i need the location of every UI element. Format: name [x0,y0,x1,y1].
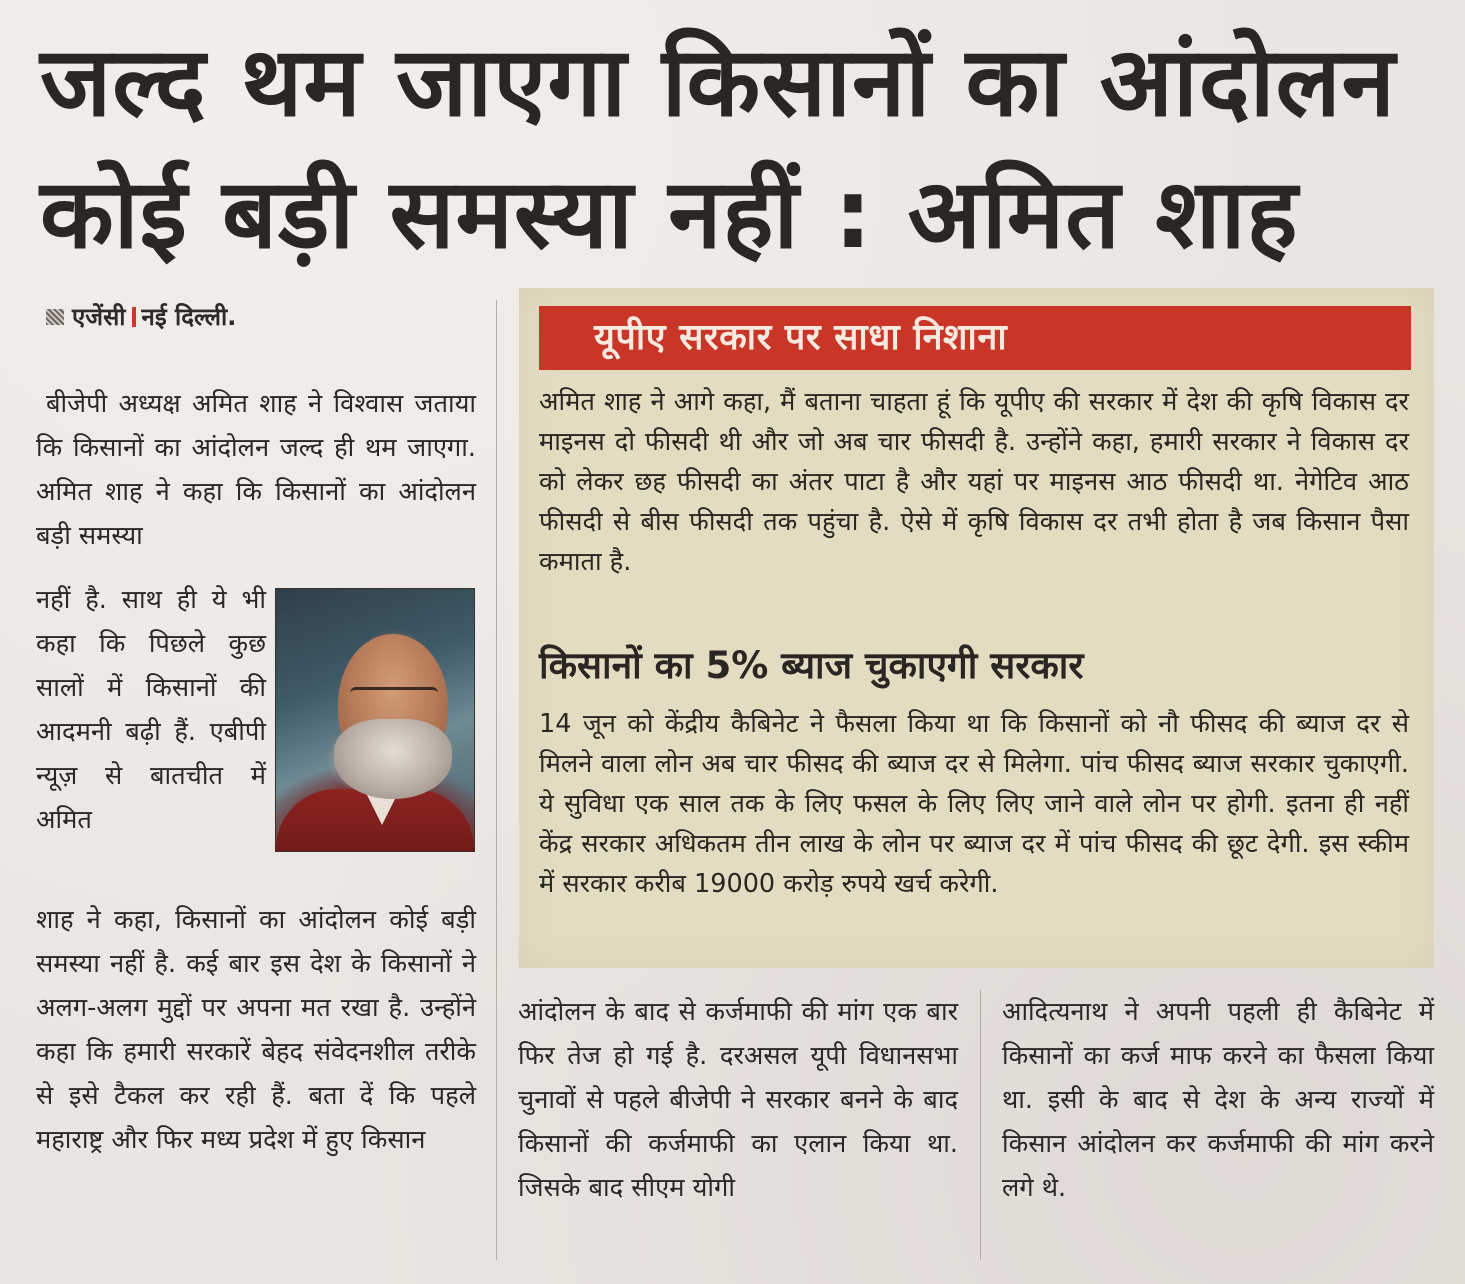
sidebar-paragraph-2-text: 14 जून को केंद्रीय कैबिनेट ने फैसला किया था कि किसानों को नौ फीसद की ब्याज दर से मिलने वाला लोन अब चार फीसद की ब्याज दर से मिलेगा. पांच फीसद ब्याज सरकार चुकाएगी. ये सुविधा एक साल तक के लिए फसल के लिए लिए जाने वाले लोन पर होगी. इतना ही नहीं केंद्र सरकार अधिकतम तीन लाख के लोन पर ब्याज दर में पांच फीसद की छूट देगी. इस स्कीम में सरकार करीब 19000 करोड़ रुपये खर्च करेगी. [539,709,1409,899]
sidebar-paragraph-2 [539,704,1409,904]
dateline-marker-icon [46,309,64,325]
article-intro-text: बीजेपी अध्यक्ष अमित शाह ने विश्वास जताया कि किसानों का आंदोलन जल्द ही थम जाएगा. अमित शाह ने कहा कि किसानों का आंदोलन बड़ी समस्या [36,389,476,551]
sidebar-paragraph-1-text: अमित शाह ने आगे कहा, मैं बताना चाहता हूं कि यूपीए की सरकार में देश की कृषि विकास दर माइनस दो फीसदी थी और जो अब चार फीसदी है. उन्होंने कहा, हमारी सरकार ने विकास दर को लेकर छह फीसदी का अंतर पाटा है और यहां पर माइनस आठ फीसदी था. नेगेटिव आठ फीसदी से बीस फीसदी तक पहुंचा है. ऐसे में कृषि विकास दर तभी होता है जब किसान पैसा कमाता है. [539,387,1409,577]
sidebar-subheading: किसानों का 5% ब्याज चुकाएगी सरकार [539,644,1084,687]
dateline-agency: एजेंसी [72,303,126,331]
article-intro-column [36,382,476,558]
article-wrap-text: नहीं है. साथ ही ये भी कहा कि पिछले कुछ सालों में किसानों की आदमनी बढ़ी हैं. एबीपी न्यूज़ से बातचीत में अमित [36,585,266,835]
article-right-column [1002,990,1434,1210]
article-right-text: आदित्यनाथ ने अपनी पहली ही कैबिनेट में किसानों का कर्ज माफ करने का फैसला किया था. इसी के बाद से देश के अन्य राज्यों में किसान आंदोलन कर कर्जमाफी की मांग करने लगे थे. [1002,997,1434,1203]
sidebar-banner [539,306,1411,370]
article-continued-column [36,898,476,1162]
dateline-separator [132,307,136,327]
dateline-place: नई दिल्ली. [141,303,237,331]
sidebar-banner-title: यूपीए सरकार पर साधा निशाना [594,317,1008,358]
dateline [46,300,236,333]
sidebar-box [519,288,1434,968]
headline-line-2: कोई बड़ी समस्या नहीं : अमित शाह [40,158,1299,270]
sidebar-paragraph-1 [539,382,1409,582]
article-continued-text: शाह ने कहा, किसानों का आंदोलन कोई बड़ी समस्या नहीं है. कई बार इस देश के किसानों ने अलग-अलग मुद्दों पर अपना मत रखा है. उन्होंने कहा कि हमारी सरकारें बेहद संवेदनशील तरीके से इसे टैकल कर रही हैं. बता दें कि पहले महाराष्ट्र और फिर मध्य प्रदेश में हुए किसान [36,905,476,1155]
column-rule-right [980,990,981,1260]
article-wrap-column [36,578,266,842]
article-middle-column [518,990,958,1210]
column-rule-left [496,300,497,1260]
article-middle-text: आंदोलन के बाद से कर्जमाफी की मांग एक बार फिर तेज हो गई है. दरअसल यूपी विधानसभा चुनावों से पहले बीजेपी ने सरकार बनने के बाद किसानों की कर्जमाफी का एलान किया था. जिसके बाद सीएम योगी [518,997,958,1203]
headline-line-1: जल्द थम जाएगा किसानों का आंदोलन [40,26,1396,138]
amit-shah-photo [275,588,475,852]
